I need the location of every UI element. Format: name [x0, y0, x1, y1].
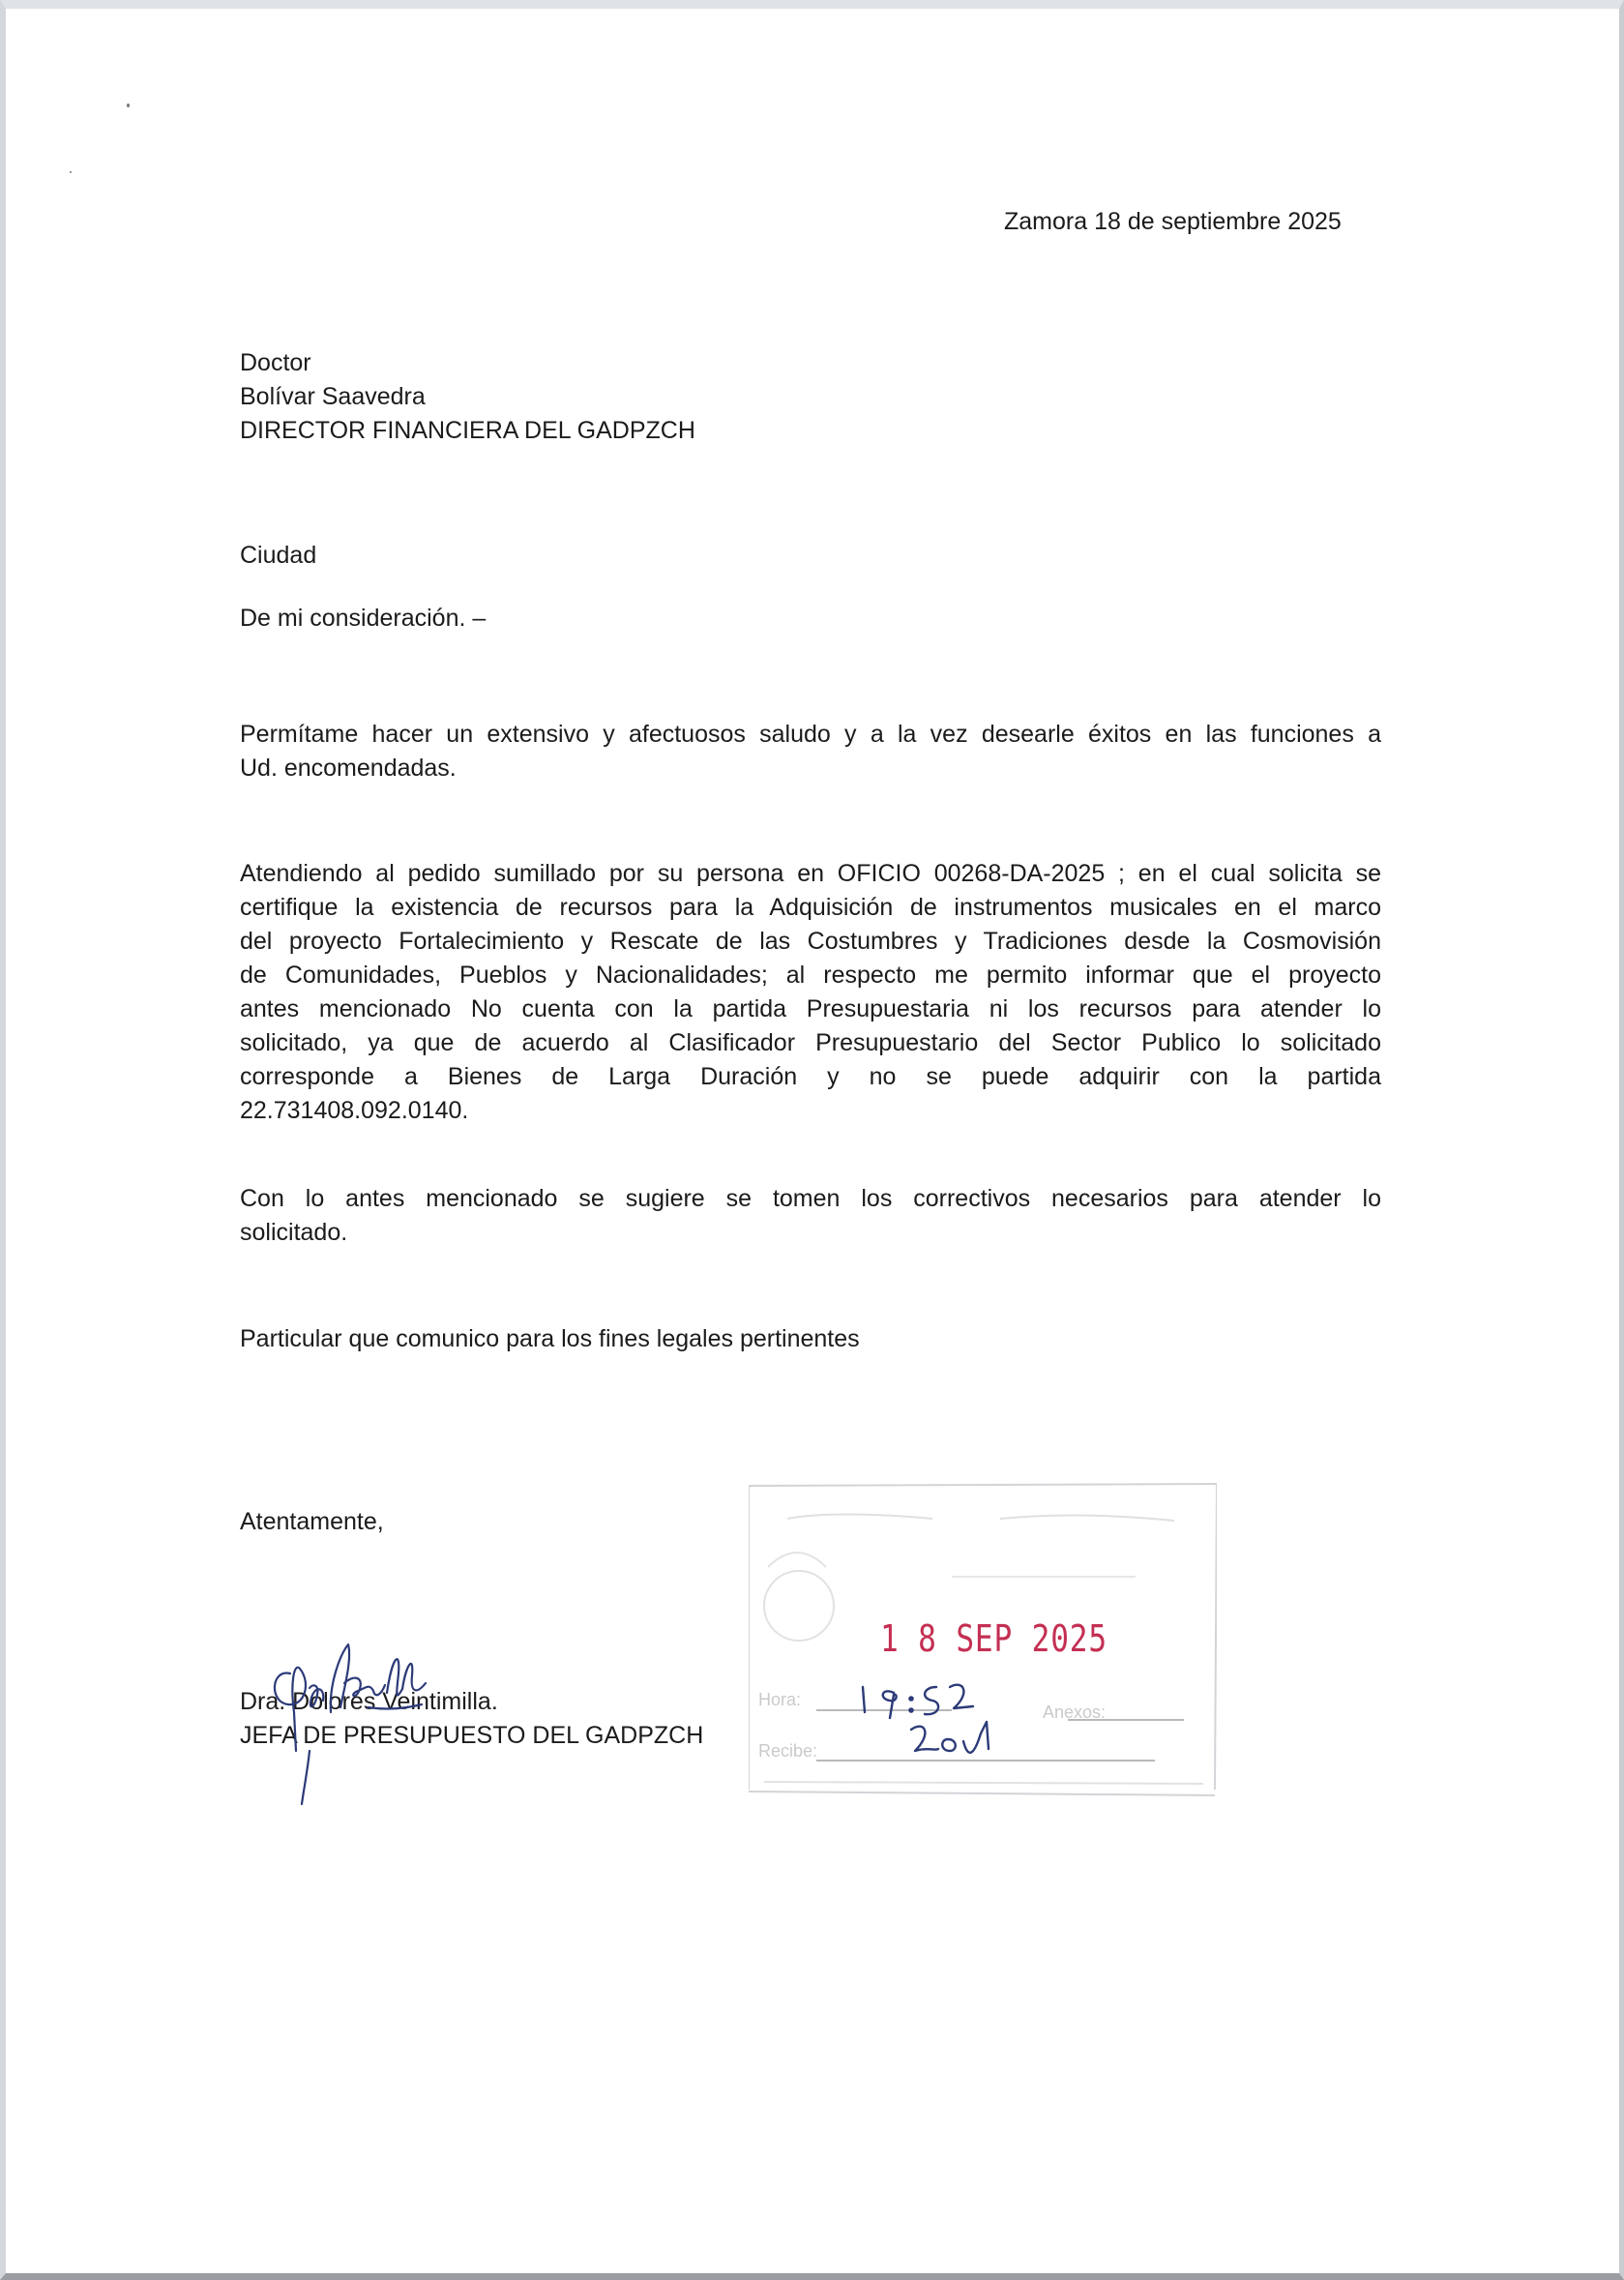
- addressee-title: Doctor: [240, 349, 311, 376]
- city-line: Ciudad: [240, 542, 317, 569]
- paragraph-line: del proyecto Fortalecimiento y Rescate de las Costumbres y Tradiciones desde la Cosmovisión: [240, 928, 1381, 955]
- paragraph-line: 22.731408.092.0140.: [240, 1097, 469, 1124]
- addressee-block: [240, 346, 695, 448]
- scan-speck: [127, 104, 130, 107]
- paragraph-line: antes mencionado No cuenta con la partida Presupuestaria ni los recursos para atender lo: [240, 995, 1381, 1022]
- stamp-annex-label: Anexos:: [1043, 1703, 1107, 1722]
- signer-position: JEFA DE PRESUPUESTO DEL GADPZCH: [240, 1722, 704, 1749]
- closing-line: Particular que comunico para los fines legales pertinentes: [240, 1325, 860, 1352]
- addressee-position: DIRECTOR FINANCIERA DEL GADPZCH: [240, 417, 695, 444]
- salutation: De mi consideración. –: [240, 605, 487, 632]
- scan-speck: [70, 171, 72, 173]
- stamp-hour-label: Hora:: [758, 1690, 802, 1709]
- paragraph-line: solicitado, ya que de acuerdo al Clasificador Presupuestario del Sector Publico lo solicitado: [240, 1029, 1381, 1056]
- paragraph-line: Atendiendo al pedido sumillado por su persona en OFICIO 00268-DA-2025 ; en el cual solicita se: [240, 860, 1381, 887]
- addressee-name: Bolívar Saavedra: [240, 383, 426, 410]
- paragraph-line: certifique la existencia de recursos para la Adquisición de instrumentos musicales en el marco: [240, 894, 1381, 921]
- handwritten-initials-mark: [911, 1722, 989, 1753]
- stamp-date: 1 8 SEP 2025: [880, 1617, 1107, 1660]
- paragraph-main: [240, 857, 1381, 1128]
- paragraph-line: Con lo antes mencionado se sugiere se tomen los correctivos necesarios para atender lo: [240, 1185, 1381, 1212]
- handwritten-time-mark: [863, 1685, 973, 1718]
- paragraph-line: Ud. encomendadas.: [240, 755, 457, 782]
- paragraph-line: de Comunidades, Pueblos y Nacionalidades; al respecto me permito informar que el proyecto: [240, 962, 1381, 989]
- farewell: Atentamente,: [240, 1508, 384, 1535]
- paragraph-line: corresponde a Bienes de Larga Duración y no se puede adquirir con la partida: [240, 1063, 1381, 1090]
- paragraph-line: Permítame hacer un extensivo y afectuosos saludo y a la vez desearle éxitos en las funciones a: [240, 721, 1381, 748]
- stamp-received-label: Recibe:: [758, 1741, 818, 1761]
- handwritten-signature: [251, 1615, 474, 1809]
- paragraph-greeting: [240, 718, 1381, 785]
- paragraph-suggestion: [240, 1182, 1381, 1250]
- signer-name: Dra. Dolores Veintimilla.: [240, 1688, 498, 1715]
- paragraph-line: solicitado.: [240, 1219, 348, 1246]
- place-date: Zamora 18 de septiembre 2025: [1004, 208, 1342, 235]
